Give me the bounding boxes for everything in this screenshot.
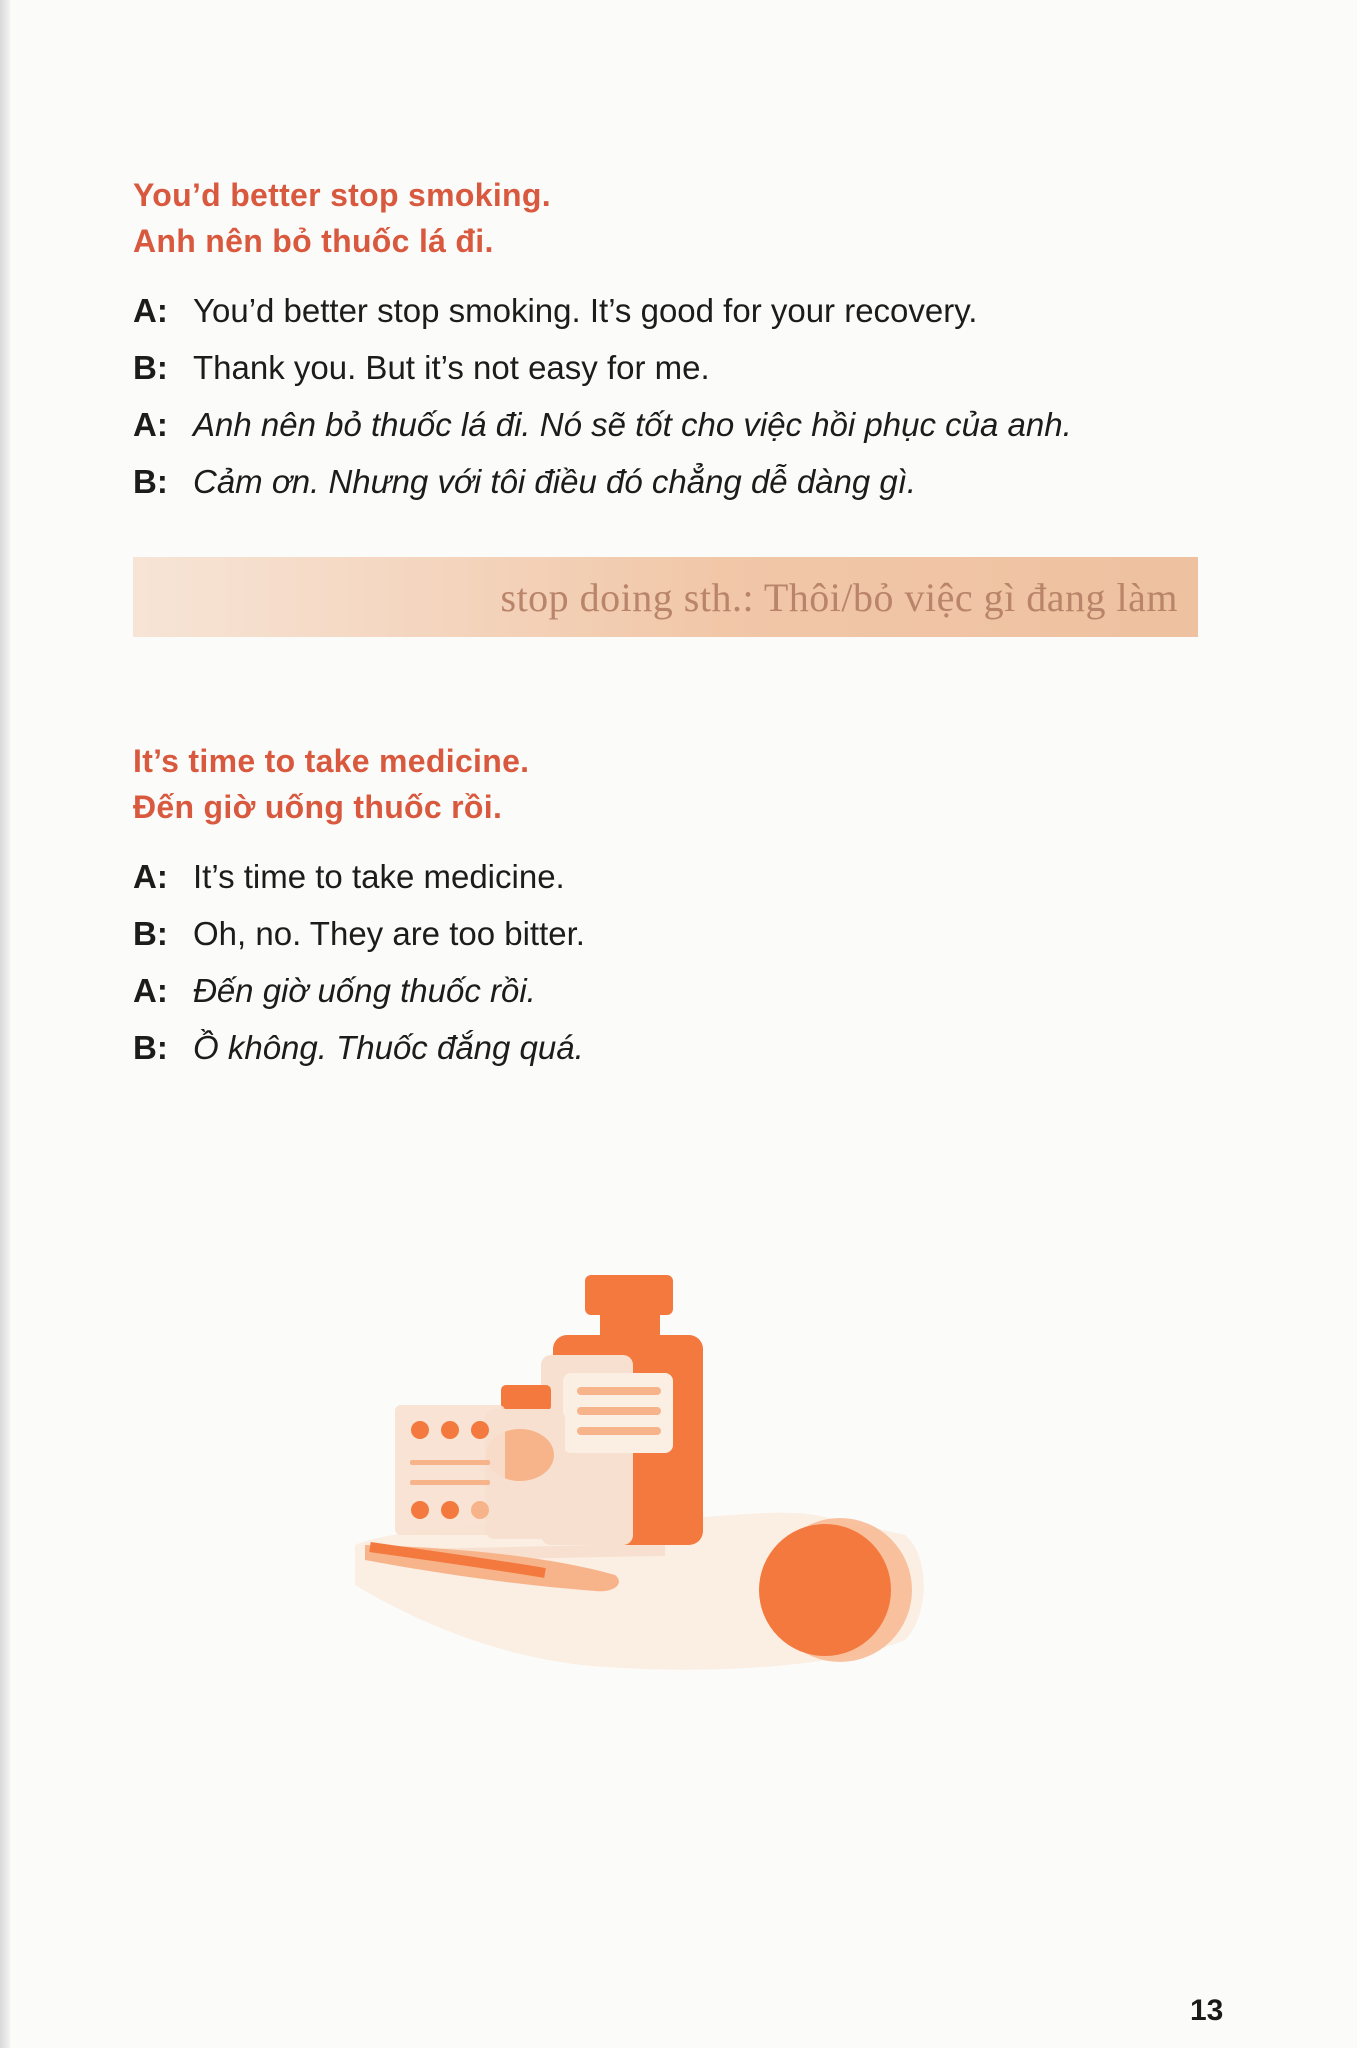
page-number: 13 — [1190, 1994, 1224, 2027]
heading-vietnamese: Đến giờ uống thuốc rồi. — [133, 789, 503, 825]
dialog-text: Cảm ơn. Nhưng với tôi điều đó chẳng dễ dàng gì. — [193, 463, 917, 500]
speaker-label: B: — [133, 463, 168, 500]
dialog — [133, 282, 1233, 510]
dialog-text: You’d better stop smoking. It’s good for your recovery. — [193, 292, 978, 329]
dialog-text: Đến giờ uống thuốc rồi. — [193, 972, 536, 1009]
page-edge — [0, 0, 10, 2048]
dialog — [133, 848, 1233, 1076]
dialog-line — [133, 339, 1233, 396]
dialog-text: Anh nên bỏ thuốc lá đi. Nó sẽ tốt cho việc hồi phục của anh. — [193, 406, 1072, 443]
speaker-label: B: — [133, 349, 168, 386]
heading-english: You’d better stop smoking. — [133, 177, 551, 213]
dialog-text: It’s time to take medicine. — [193, 858, 565, 895]
dialog-text: Thank you. But it’s not easy for me. — [193, 349, 710, 386]
dialog-line — [133, 282, 1233, 339]
speaker-label: A: — [133, 858, 168, 895]
vocabulary-note-bar — [133, 557, 1198, 637]
speaker-label: B: — [133, 1029, 168, 1066]
dialog-line — [133, 848, 1233, 905]
dialog-line — [133, 1019, 1233, 1076]
speaker-label: B: — [133, 915, 168, 952]
speaker-label: A: — [133, 292, 168, 329]
dialog-line — [133, 905, 1233, 962]
dialog-text: Oh, no. They are too bitter. — [193, 915, 585, 952]
dialog-line — [133, 396, 1233, 453]
tall-bottle-cap — [585, 1275, 673, 1315]
dialog-line — [133, 962, 1233, 1019]
small-bottle-cap — [501, 1385, 551, 1411]
dialog-line — [133, 453, 1233, 510]
section-stop-smoking — [133, 172, 1233, 510]
section-take-medicine — [133, 738, 1233, 1076]
dialog-text: Ồ không. Thuốc đắng quá. — [193, 1029, 584, 1066]
heading-english: It’s time to take medicine. — [133, 743, 530, 779]
heading-vietnamese: Anh nên bỏ thuốc lá đi. — [133, 223, 494, 259]
hand-holding-medicine-illustration — [345, 1255, 965, 1675]
vocabulary-note: stop doing sth.: Thôi/bỏ việc gì đang làm — [500, 574, 1178, 620]
speaker-label: A: — [133, 406, 168, 443]
speaker-label: A: — [133, 972, 168, 1009]
